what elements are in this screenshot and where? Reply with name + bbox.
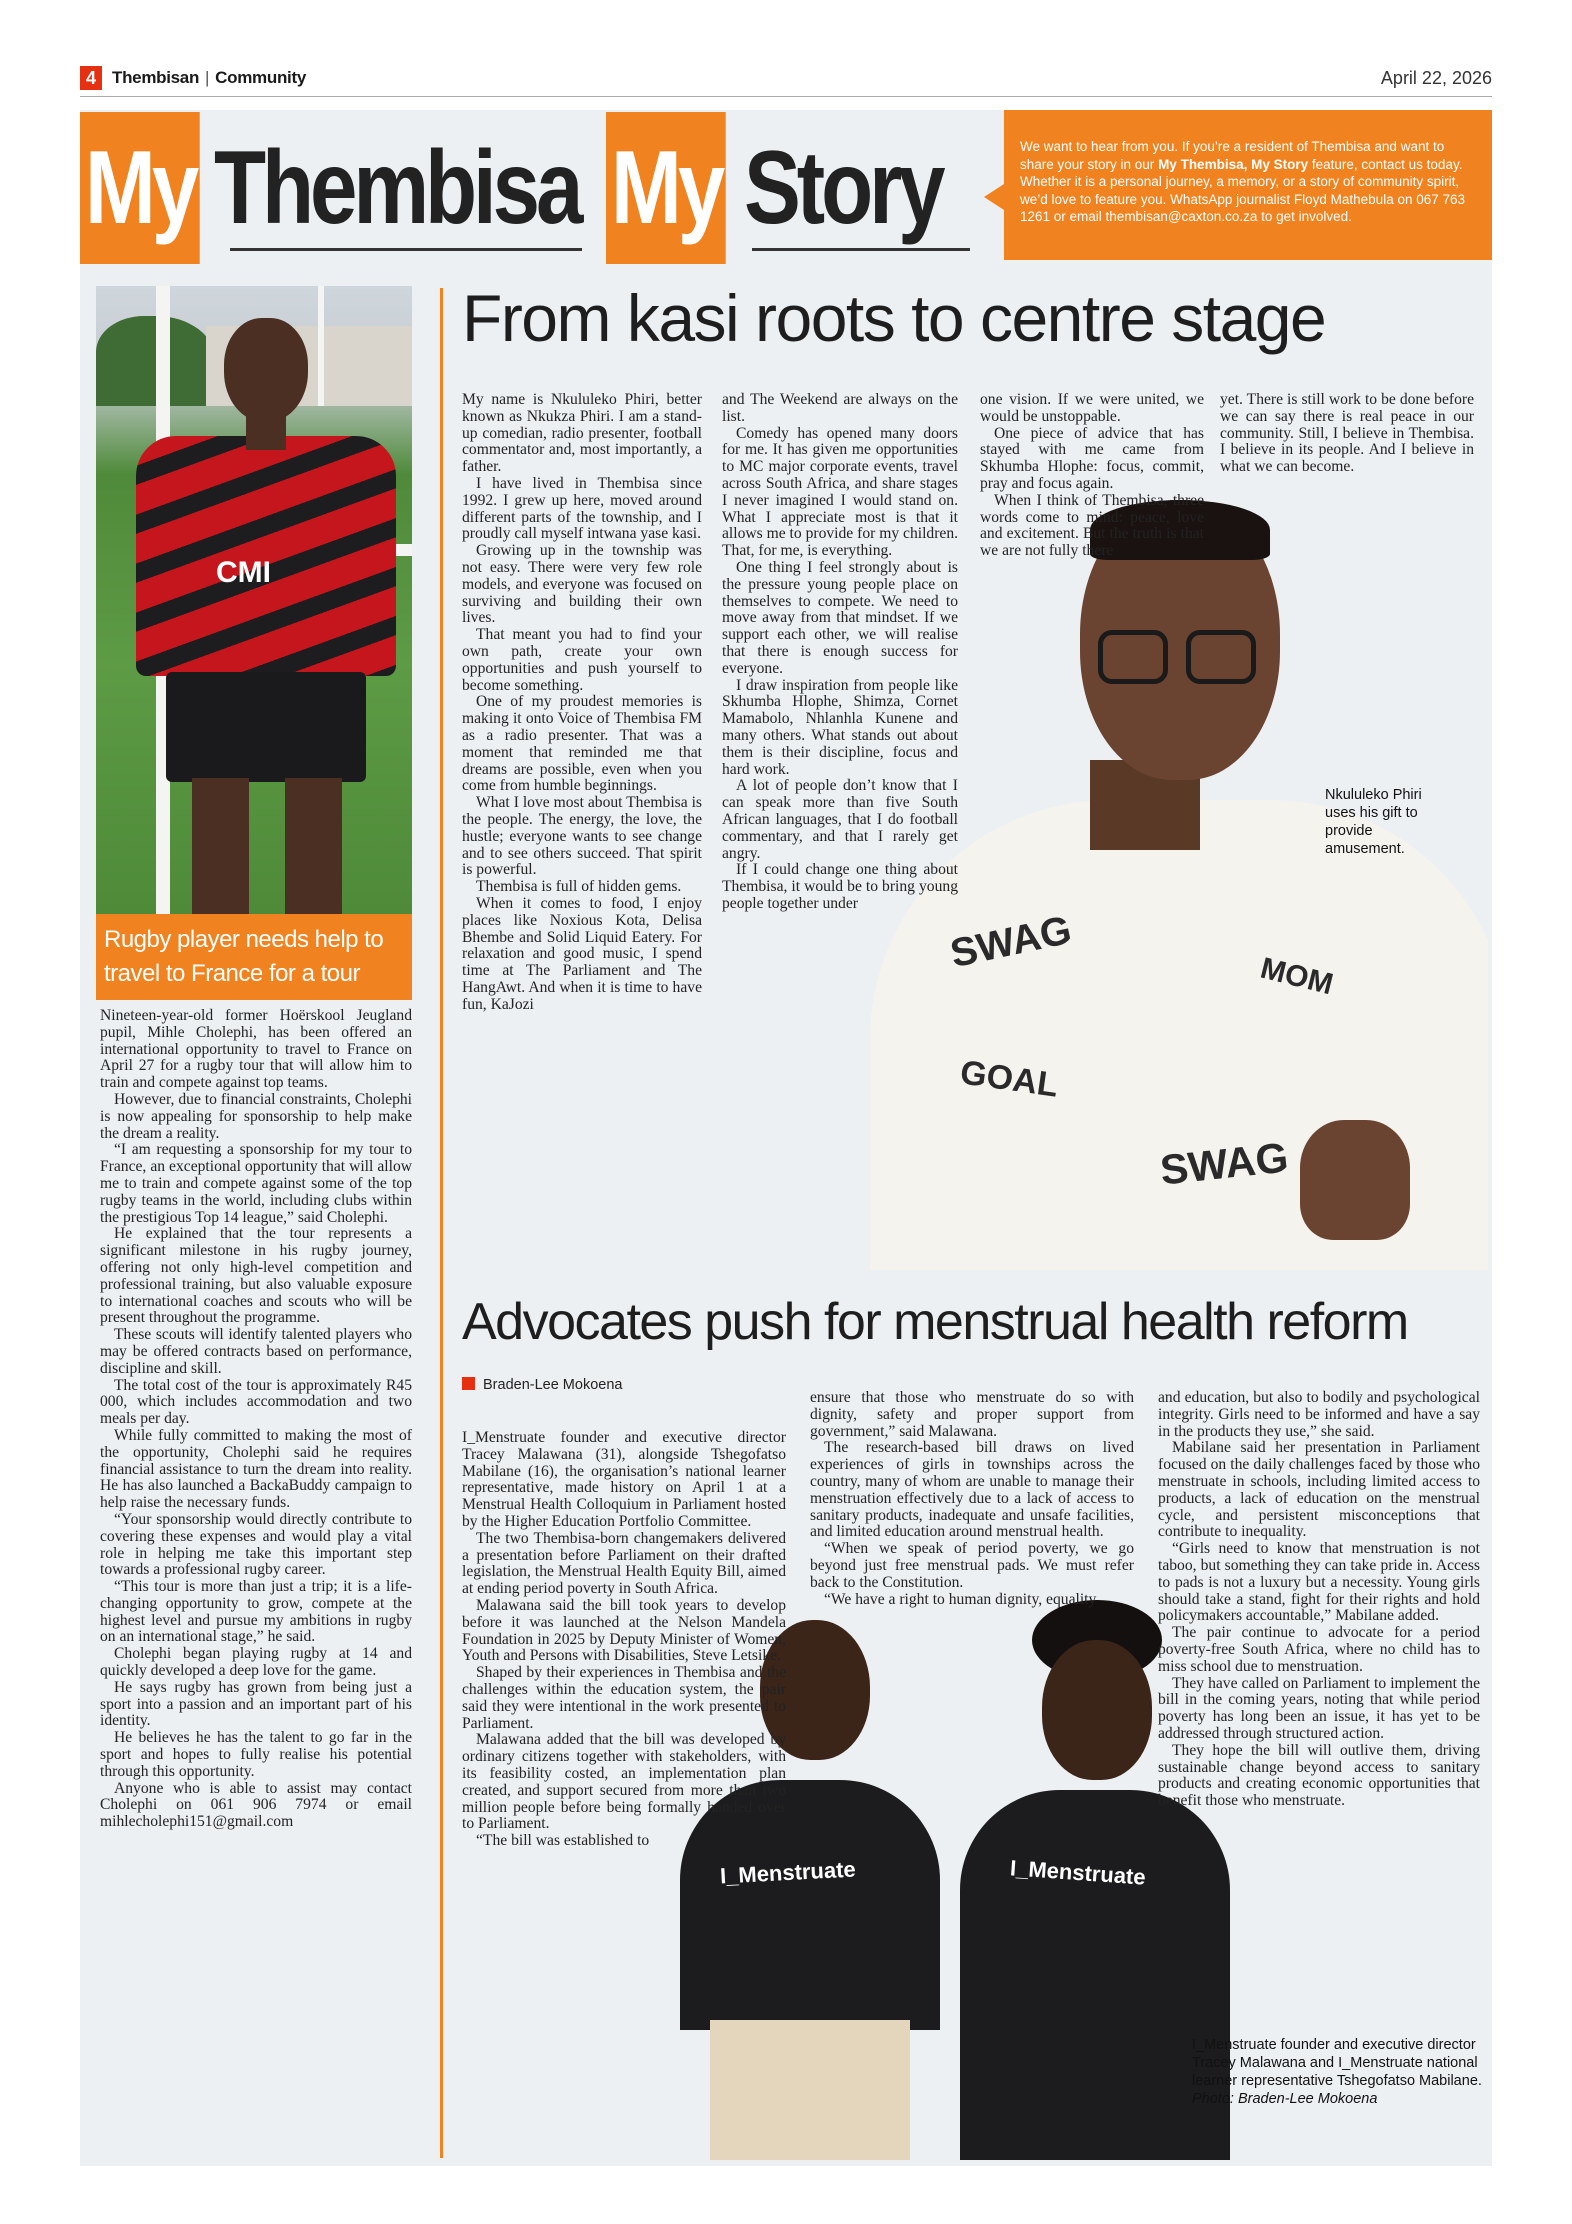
paragraph: The two Thembisa-born changemakers delivered a presentation before Parliament on their drafted legislation, the Menstrual Health Equity Bill, aimed at ending period poverty in South Africa. (462, 1529, 786, 1598)
paragraph: I draw inspiration from people like Skhumba Hlophe, Shimza, Cornet Mamabolo, Nhlanhla Kunene and many others. What stands out about them is their discipline, focus and hard work. (722, 676, 958, 778)
jersey-logo-icon: CMI (216, 556, 271, 589)
player-legs (192, 778, 342, 914)
banner-note-suffix: feature, contact us today. Whether it is a personal journey, a memory, or a story of community spirit, we’d love to feature you. WhatsApp journalist Floyd Mathebula on 067 763 1261 or email thembisan@caxton.co.za to get involved. (1020, 156, 1466, 224)
banner-note-prefix: We want to hear from you. If you’re a resident of Thembisa and want to share your story in our (1020, 139, 1445, 172)
section-separator: | (205, 68, 210, 87)
paragraph: Malawana said the bill took years to develop before it was launched at the Nelson Mandela Foundation in 2025 by Deputy Minister of Women, Youth and Persons with Disabilities, Steve Letsike. (462, 1596, 786, 1665)
photo-credit: Photo: Braden-Lee Mokoena (1192, 2091, 1378, 2107)
sweater-print: SWAG (946, 907, 1076, 977)
masthead (80, 62, 1492, 92)
publication-name: Thembisan (112, 68, 200, 87)
rugby-post-right (318, 286, 324, 406)
paragraph: One of my proudest memories is making it onto Voice of Thembisa FM as a radio presenter. That was a moment that reminded me that dreams are possible, even when you come from humble beginnings. (462, 693, 702, 795)
rugby-shorts (166, 672, 366, 782)
health-column-3 (1158, 1390, 1480, 1810)
paragraph: ensure that those who menstruate do so with dignity, safety and proper support from government,” said Malawana. (810, 1389, 1134, 1440)
paragraph: Anyone who is able to assist may contact Cholephi on 061 906 7974 or email mihlecholephi151@gmail.com (100, 1779, 412, 1831)
headline-kasi: From kasi roots to centre stage (462, 281, 1326, 355)
paragraph: The research-based bill draws on lived experiences of girls in townships across the country, many of whom are unable to manage their menstruation effectively due to a lack of access to sanitary products, inadequate and unsafe facilities, and limited education around menstrual health. (810, 1439, 1134, 1541)
paragraph: When I think of Thembisa, three words come to mind: peace, love and excitement. But the truth is that we are not fully there (980, 491, 1204, 560)
health-column-2 (810, 1390, 1134, 1608)
founder-shirt (960, 1790, 1230, 2160)
byline-marker-icon (462, 1377, 475, 1390)
kasi-column-4 (1220, 392, 1474, 476)
paragraph: That meant you had to find your own path, create your own opportunities and push yourself to become something. (462, 626, 702, 694)
paragraph: He says rugby has grown from being just a sport into a passion and an important part of his identity. (100, 1678, 412, 1730)
paragraph: one vision. If we were united, we would be unstoppable. (980, 391, 1204, 425)
paragraph: When it comes to food, I enjoy places like Noxious Kota, Delisa Bhembe and Solid Liquid Eatery. For relaxation and good music, I spend time at The Parliament and The HangAwt. And when it is time to have fun, KaJozi (462, 894, 702, 1013)
banner-underline-1 (230, 248, 582, 251)
paragraph: What I love most about Thembisa is the people. The energy, the love, the hustle; everyone wants to see change and to see others succeed. That spirit is powerful. (462, 794, 702, 879)
byline-author: Braden-Lee Mokoena (483, 1377, 623, 1393)
paragraph: “Girls need to know that menstruation is not taboo, but something they can take pride in. Access to pads is not a luxury but a necessity. Young girls should take a stand, fight for their rights and hold policymakers accountable,” Mabilane added. (1158, 1540, 1480, 1625)
glasses-left-lens-icon (1098, 630, 1168, 684)
paragraph: “The bill was established to (476, 1832, 650, 1850)
paragraph: “This tour is more than just a trip; it is a life-changing opportunity to grow, compete at the highest level and pursue my ambitions in rugby on an international stage,” he said. (100, 1578, 412, 1646)
column-divider (440, 288, 443, 2158)
health-column-1 (462, 1430, 786, 1850)
issue-date: April 22, 2026 (1380, 68, 1492, 88)
section-name: Community (215, 68, 306, 87)
glasses-right-lens-icon (1186, 630, 1256, 684)
paragraph: While fully committed to making the most of the opportunity, Cholephi said he requires financial assistance to turn the dream into reality. He has also launched a BackaBuddy campaign to help raise the necessary funds. (100, 1426, 412, 1512)
banner-callout (1004, 110, 1492, 260)
paragraph: I_Menstruate founder and executive director Tracey Malawana (31), alongside Tshegofatso Mabilane (16), the organisation’s national learner representative, made history on April 1 at a Menstrual Health Colloquium in Parliament hosted by the Higher Education Portfolio Committee. (462, 1429, 786, 1530)
paragraph: One piece of advice that has stayed with me came from Skhumba Hlophe: focus, commit, pray and focus again. (980, 424, 1204, 492)
banner-word-story: Story (744, 130, 942, 246)
paragraph: “Your sponsorship would directly contribute to covering these expenses and would play a vital role in helping me take this important step towards a professional rugby career. (100, 1510, 412, 1579)
paragraph: yet. There is still work to be done before we can say there is real peace in our community. Still, I believe in Thembisa. I believe in its people. And I believe in what we can become. (1220, 391, 1474, 476)
founder-head (1042, 1640, 1152, 1780)
shirt-logo: I_Menstruate (719, 1856, 857, 1889)
paragraph: They have called on Parliament to implement the bill in the coming years, noting that while period poverty has long been an issue, it has yet to be addressed through structured action. (1158, 1674, 1480, 1742)
paragraph: A lot of people don’t know that I can speak more than five South African languages, that I do football commentary, and that I rarely get angry. (722, 777, 958, 862)
byline (462, 1377, 622, 1393)
rugby-player-photo (96, 286, 412, 914)
phiri-photo-caption: Nkululeko Phiri uses his gift to provide amusement. (1325, 787, 1422, 857)
paragraph: Nineteen-year-old former Hoërskool Jeugland pupil, Mihle Cholephi, has been offered an international opportunity to travel to France on April 27 for a rugby tour that will allow him to train and compete against top teams. (100, 1007, 412, 1092)
paragraph: Thembisa is full of hidden gems. (476, 878, 682, 896)
banner-word-my-2: My (606, 112, 726, 264)
paragraph: and education, but also to bodily and psychological integrity. Girls need to be informed and have a say in the products they use,” she said. (1158, 1389, 1480, 1440)
paragraph: Shaped by their experiences in Thembisa and the challenges within the education system, the pair said they were intentional in the work presented to Parliament. (462, 1664, 786, 1732)
rugby-caption: Rugby player needs help to travel to France for a tour (96, 914, 412, 1000)
banner-word-my-1: My (80, 112, 200, 264)
masthead-rule (80, 96, 1492, 97)
paragraph: The total cost of the tour is approximately R45 000, which includes accommodation and two meals per day. (100, 1376, 412, 1428)
page-number: 4 (80, 66, 102, 90)
paragraph: If I could change one thing about Thembisa, it would be to bring young people together under (722, 861, 958, 912)
paragraph: He believes he has the talent to go far in the sport and hopes to fully realise his potential through this opportunity. (100, 1729, 412, 1780)
sweater-print: SWAG (1157, 1133, 1291, 1194)
paragraph: He explained that the tour represents a significant milestone in his rugby journey, offering not only high-level competition and professional training, but also valuable exposure to international coaches and scouts who will be present throughout the programme. (100, 1225, 412, 1327)
sweater-print: GOAL (957, 1053, 1061, 1105)
paragraph: Comedy has opened many doors for me. It has given me opportunities to MC major corporate events, travel across South Africa, and share stages I never imagined I would stand on. What I appreciate most is that it allows me to provide for my children. That, for me, is everything. (722, 424, 959, 560)
paragraph: Malawana added that the bill was developed by ordinary citizens together with stakeholders, with its feasibility costed, an implementation plan created, and support secured from more than two million people before being formally handed over to Parliament. (462, 1731, 786, 1833)
paragraph: “When we speak of period poverty, we go beyond just free menstrual pads. We must refer back to the Constitution. (810, 1540, 1134, 1591)
shirt-logo: I_Menstruate (1009, 1855, 1147, 1890)
paragraph: These scouts will identify talented players who may be offered contracts based on performance, discipline and skill. (100, 1326, 412, 1377)
paragraph: Mabilane said her presentation in Parliament focused on the daily challenges faced by those who menstruate in schools, including limited access to products, a lack of education on the menstrual cycle, and persistent misconceptions that contribute to inequality. (1158, 1439, 1480, 1541)
paragraph: However, due to financial constraints, Cholephi is now appealing for sponsorship to help make the dream a reality. (100, 1090, 412, 1142)
paragraph: One thing I feel strongly about is the pressure young people place on themselves to compete. We need to move away from that mindset. If we support each other, we will realise that there is enough success for everyone. (722, 558, 958, 677)
rugby-story-column (100, 1008, 412, 1831)
paragraph: “We have a right to human dignity, equality (824, 1590, 1097, 1608)
paragraph: and The Weekend are always on the list. (722, 391, 958, 425)
paragraph: My name is Nkululeko Phiri, better known as Nkukza Phiri. I am a stand-up comedian, radio presenter, football commentator and, most importantly, a father. (462, 391, 702, 476)
kasi-column-2 (722, 392, 958, 913)
section-label (112, 68, 306, 88)
paragraph: Cholephi began playing rugby at 14 and quickly developed a deep love for the game. (100, 1645, 412, 1680)
sweater-print: MOM (1257, 951, 1337, 1002)
player-head (224, 318, 308, 422)
paragraph: I have lived in Thembisa since 1992. I grew up here, moved around different parts of the township, and I proudly call myself intwana yase kasi. (462, 474, 702, 543)
banner-underline-2 (752, 248, 970, 251)
headline-menstrual: Advocates push for menstrual health reform (462, 1293, 1408, 1351)
paragraph: They hope the bill will outlive them, driving sustainable change beyond access to sanitary products and creating economic opportunities that benefit those who menstruate. (1158, 1741, 1480, 1810)
kasi-column-1 (462, 392, 702, 1013)
kasi-column-3 (980, 392, 1204, 560)
banner-word-thembisa: Thembisa (214, 130, 580, 246)
advocates-photo-caption (1192, 2036, 1492, 2108)
subject-hand (1300, 1120, 1410, 1240)
paragraph: Growing up in the township was not easy. There were very few role models, and everyone was focused on surviving and building their own lives. (462, 542, 702, 627)
learner-skirt (710, 2020, 910, 2160)
paragraph: “I am requesting a sponsorship for my tour to France, an exceptional opportunity that will allow me to train and compete against some of the top rugby teams in the world, including clubs within the prestigious Top 14 league,” said Cholephi. (100, 1141, 412, 1226)
banner-pointer (984, 184, 1004, 210)
banner-note-feature: My Thembisa, My Story (1158, 156, 1309, 172)
paragraph: The pair continue to advocate for a period poverty-free South Africa, where no child has to miss school due to menstruation. (1158, 1624, 1480, 1675)
caption-text: I_Menstruate founder and executive director Tracey Malawana and I_Menstruate national learner representative Tshegofatso Mabilane. (1192, 2037, 1482, 2089)
